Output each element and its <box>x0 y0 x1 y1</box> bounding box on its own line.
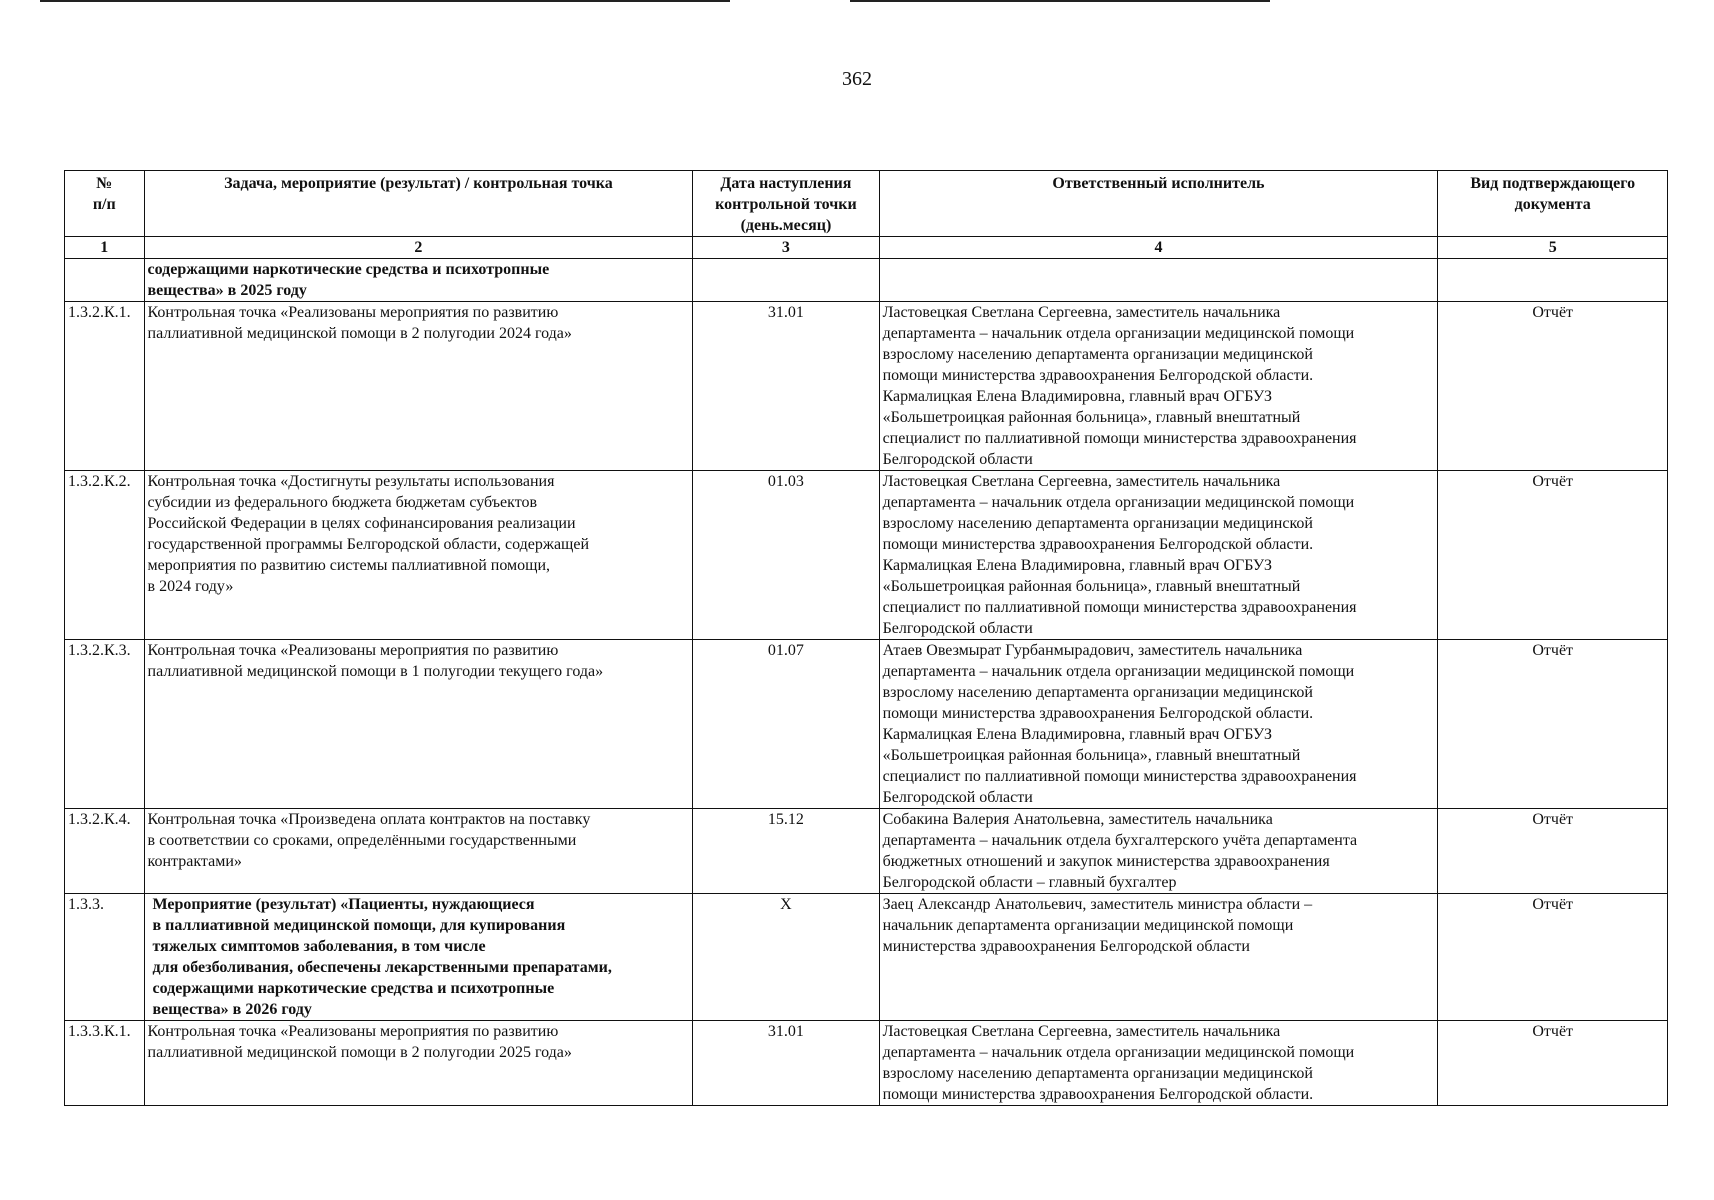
row-date: 01.03 <box>693 471 879 640</box>
table-row <box>65 894 1668 1021</box>
control-points-table <box>64 170 1668 1106</box>
row-date: 31.01 <box>693 302 879 471</box>
row-date: Х <box>693 894 879 1021</box>
table-row <box>65 259 1668 302</box>
scan-edge-line <box>850 0 1270 2</box>
row-date: 15.12 <box>693 809 879 894</box>
table-row <box>65 809 1668 894</box>
table-row <box>65 1021 1668 1106</box>
row-number: 1.3.2.К.2. <box>65 471 145 640</box>
scan-edge-line <box>40 0 730 2</box>
table-header-row <box>65 171 1668 237</box>
column-number: 2 <box>144 237 693 259</box>
row-task: Контрольная точка «Произведена оплата контрактов на поставку в соответствии со сроками, определёнными государственными контрактами» <box>144 809 693 894</box>
header-task: Задача, мероприятие (результат) / контрольная точка <box>144 171 693 237</box>
column-number: 3 <box>693 237 879 259</box>
row-date: 01.07 <box>693 640 879 809</box>
header-responsible: Ответственный исполнитель <box>879 171 1438 237</box>
row-number <box>65 259 145 302</box>
row-responsible: Ластовецкая Светлана Сергеевна, заместитель начальника департамента – начальник отдела организации медицинской помощи взрослому населению департамента организации медицинской помощи министерства здравоохранения Белгородской области. Кармалицкая Елена Владимировна, главный врач ОГБУЗ «Большетроицкая районная больница», главный внештатный специалист по паллиативной помощи министерства здравоохранения Белгородской области <box>879 471 1438 640</box>
column-number: 5 <box>1438 237 1668 259</box>
row-task: Контрольная точка «Реализованы мероприятия по развитию паллиативной медицинской помощи в 2 полугодии 2024 года» <box>144 302 693 471</box>
column-number: 4 <box>879 237 1438 259</box>
column-number-row <box>65 237 1668 259</box>
row-task: Контрольная точка «Достигнуты результаты использования субсидии из федерального бюджета бюджетам субъектов Российской Федерации в целях софинансирования реализации государственной программы Белгородской области, содержащей мероприятия по развитию системы паллиативной помощи, в 2024 году» <box>144 471 693 640</box>
row-task: Контрольная точка «Реализованы мероприятия по развитию паллиативной медицинской помощи в 2 полугодии 2025 года» <box>144 1021 693 1106</box>
page-number: 362 <box>842 68 872 90</box>
table-row <box>65 640 1668 809</box>
header-date: Дата наступления контрольной точки (день.месяц) <box>693 171 879 237</box>
row-responsible: Заец Александр Анатольевич, заместитель министра области – начальник департамента организации медицинской помощи министерства здравоохранения Белгородской области <box>879 894 1438 1021</box>
row-task: Мероприятие (результат) «Пациенты, нуждающиеся в паллиативной медицинской помощи, для купирования тяжелых симптомов заболевания, в том числе для обезболивания, обеспечены лекарственными препаратами, содержащими наркотические средства и психотропные вещества» в 2026 году <box>144 894 693 1021</box>
row-doc-type <box>1438 259 1668 302</box>
row-responsible: Ластовецкая Светлана Сергеевна, заместитель начальника департамента – начальник отдела организации медицинской помощи взрослому населению департамента организации медицинской помощи министерства здравоохранения Белгородской области. <box>879 1021 1438 1106</box>
table-row <box>65 302 1668 471</box>
header-num: № п/п <box>65 171 145 237</box>
row-task: Контрольная точка «Реализованы мероприятия по развитию паллиативной медицинской помощи в 1 полугодии текущего года» <box>144 640 693 809</box>
row-doc-type: Отчёт <box>1438 640 1668 809</box>
row-doc-type: Отчёт <box>1438 302 1668 471</box>
row-responsible: Собакина Валерия Анатольевна, заместитель начальника департамента – начальник отдела бухгалтерского учёта департамента бюджетных отношений и закупок министерства здравоохранения Белгородской области – главный бухгалтер <box>879 809 1438 894</box>
row-doc-type: Отчёт <box>1438 1021 1668 1106</box>
row-responsible: Атаев Овезмырат Гурбанмырадович, заместитель начальника департамента – начальник отдела организации медицинской помощи взрослому населению департамента организации медицинской помощи министерства здравоохранения Белгородской области. Кармалицкая Елена Владимировна, главный врач ОГБУЗ «Большетроицкая районная больница», главный внештатный специалист по паллиативной помощи министерства здравоохранения Белгородской области <box>879 640 1438 809</box>
row-number: 1.3.2.К.4. <box>65 809 145 894</box>
row-number: 1.3.3.К.1. <box>65 1021 145 1106</box>
row-doc-type: Отчёт <box>1438 471 1668 640</box>
row-number: 1.3.3. <box>65 894 145 1021</box>
column-number: 1 <box>65 237 145 259</box>
row-number: 1.3.2.К.3. <box>65 640 145 809</box>
header-doc-type: Вид подтверждающего документа <box>1438 171 1668 237</box>
row-responsible <box>879 259 1438 302</box>
row-date <box>693 259 879 302</box>
row-doc-type: Отчёт <box>1438 809 1668 894</box>
row-responsible: Ластовецкая Светлана Сергеевна, заместитель начальника департамента – начальник отдела организации медицинской помощи взрослому населению департамента организации медицинской помощи министерства здравоохранения Белгородской области. Кармалицкая Елена Владимировна, главный врач ОГБУЗ «Большетроицкая районная больница», главный внештатный специалист по паллиативной помощи министерства здравоохранения Белгородской области <box>879 302 1438 471</box>
row-task: содержащими наркотические средства и психотропные вещества» в 2025 году <box>144 259 693 302</box>
row-number: 1.3.2.К.1. <box>65 302 145 471</box>
row-doc-type: Отчёт <box>1438 894 1668 1021</box>
row-date: 31.01 <box>693 1021 879 1106</box>
table-row <box>65 471 1668 640</box>
